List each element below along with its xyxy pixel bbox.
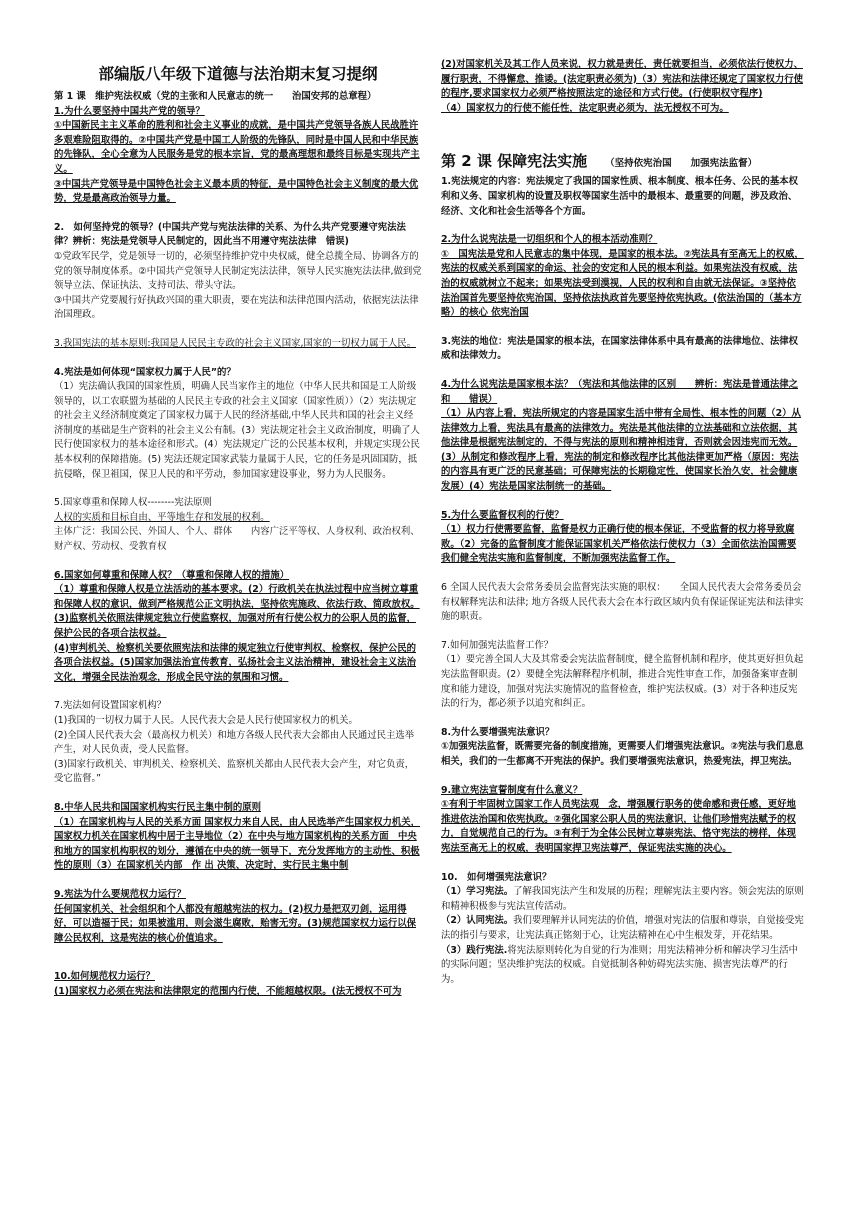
q10-heading: 10.如何规范权力运行？ [54,971,155,983]
q7-heading: 7.宪法如何设置国家机构？ [54,700,167,712]
q5-answer-1: 人权的实质和目标自由、平等地生存和发展的权利。 [54,511,270,523]
r5-answer: （1）权力行使需要监督，监督是权力正确行使的根本保证，不受监督的权力将导致腐败。（2）完备的监督制度才能保证国家机关严格依法行使权力（3）全面依法治国需要我们健全宪法实施和监督制度，不断加强宪法监督工作。 [441,524,797,565]
section-r1 [441,175,805,219]
r1-content: 1.宪法规定的内容：宪法规定了我国的国家性质、根本制度、根本任务、公民的基本权利和义务、国家机构的设置及职权等国家生活中的最根本、最重要的问题，涉及政治、经济、文化和社会生活等各个方面。 [441,176,798,217]
r4-answer: （1）从内容上看，宪法所规定的内容是国家生活中带有全局性、根本性的问题（2）从法律效力上看，宪法具有最高的法律效力。宪法是其他法律的立法基础和立法依据，其他法律是根据宪法制定的，不得与宪法的原则和精神相违背，否则就会因违宪而无效。(3）从制定和修改程序上看，宪法的制定和修改程序比其他法律更加严格（原因：宪法的内容具有更广泛的民意基础；可保障宪法的长期稳定性，使国家长治久安，社会健康发展）(4）宪法是国家法制统一的基础。 [441,408,801,493]
q5-answer-2: 主体广泛：我国公民、外国人、个人、群体 内容广泛平等权、人身权利、政治权利、财产权、劳动权、受教育权 [54,526,420,553]
q6-heading: 6.国家如何尊重和保障人权？（尊重和保障人权的措施） [54,569,290,581]
q8-heading: 8.中华人民共和国国家机构实行民主集中制的原则 [54,801,261,813]
q1-answer-2: ③中国共产党领导是中国特色社会主义最本质的特征，是中国特色社会主义制度的最大优势，党是最高政治领导力量。 [54,178,419,205]
r8-answer: ①加强宪法监督，既需要完备的制度措施，更需要人们增强宪法意识。②宪法与我们息息相关，我们的一生都离不开宪法的保护。我们要增强宪法意识，热爱宪法，捍卫宪法。 [441,741,804,767]
r10-lead-1: （1）学习宪法。 [441,886,514,898]
r4-heading: 4.为什么说宪法是国家根本法？（宪法和其他法律的区别 辨析：宪法是普通法律之和 错误） [441,378,798,405]
r10-text-2: 我们要理解并认同宪法的价值，增强对宪法的信服和尊崇，自觉接受宪法的指引与要求，让宪法真正铭刻于心，让宪法精神在心中生根发芽，开花结果。 [441,915,804,941]
q9-answer: 任何国家机关、社会组织和个人都没有超越宪法的权力。(2)权力是把双刃剑，运用得好，可以造福于民；如果被滥用，则会滋生腐败，贻害无穷。(3)规范国家权力运行以保障公民权利，这是宪法的核心价值追求。 [54,903,416,944]
lesson1-heading: 第 1 课 维护宪法权威（党的主张和人民意志的统一 治国安邦的总章程） [54,91,377,102]
q7-answer-1: (1)我国的一切权力属于人民。人民代表大会是人民行使国家权力的机关。 [54,714,358,726]
q6-answer-1: （1）尊重和保障人权是立法活动的基本要求。(2）行政机关在执法过程中应当树立尊重和保障人权的意识，做到严格规范公正文明执法，坚持依宪施政、依法行政、简政放权。(3)监察机关依照法律规定独立行使监察权，加强对所有行使公权力的公职人员的监督，保护公民的各项合法权益。 [54,584,420,639]
q2-answer-2: ③中国共产党要履行好执政兴国的重大职责，要在宪法和法律范围内活动，依据宪法法律治国理政。 [54,294,419,321]
r10-heading: 10. 如何增强宪法意识？ [441,871,552,883]
q10-answer: (1)国家权力必须在宪法和法律限定的范围内行使，不能超越权限。(法无授权不可为 [54,985,402,997]
section-r5 [441,509,805,567]
q2-heading: 2. 如何坚持党的领导？(中国共产党与宪法法律的关系、为什么共产党要遵守宪法法律？辨析：宪法是党领导人民制定的，因此当不用遵守宪法法律 错误) [54,221,406,248]
r7-heading: 7.如何加强宪法监督工作？ [441,639,554,651]
r1-text [441,175,805,219]
section-r6 [441,581,805,625]
r2-answer: ① 国宪法是党和人民意志的集中体现，是国家的根本法。②宪法具有至高无上的权威，宪法的权威关系到国家的命运、社会的安定和人民的根本利益。如果宪法没有权威，法治的权威就树立不起来；如果宪法受到漠视，人民的权利和自由就无法保证。③坚持依法治国首先要坚持依宪治国，坚持依法执政首先要坚持依宪执政。(依法治国的（基本方略）的核心 依宪治国 [441,248,804,319]
right-column [441,58,805,987]
q8-answer: （1）在国家机构与人民的关系方面 国家权力来自人民，由人民选举产生国家权力机关，国家权力机关在国家机构中居于主导地位（2）在中央与地方国家机构的关系方面 中央和地方的国家机构职权的划分，遵循在中央的统一领导下，充分发挥地方的主动性、积极性的原则（3）在国家机关内部 作 出 决策、决定时，实行民主集中制 [54,816,421,872]
section-lesson1 [54,90,422,207]
r3-text: 3.宪法的地位：宪法是国家的根本法，在国家法律体系中具有最高的法律地位、法律权威和法律效力。 [441,335,798,362]
lesson2-title: 第 2 课 保障宪法实施 [441,152,588,171]
section-r2 [441,233,805,321]
section-q6 [54,569,422,686]
lesson2-heading [441,150,805,175]
section-q8 [54,801,422,874]
q7-answer-3: (3)国家行政机关、审判机关、检察机关、监察机关都由人民代表大会产生，对它负责，受它监督。” [54,758,415,785]
r9-answer: ①有利于牢固树立国家工作人员宪法观 念，增强履行职务的使命感和责任感，更好地推进依法治国和依宪执政。②强化国家公职人员的宪法意识，让他们珍惜宪法赋予的权力，自觉规范自己的行为。③有利于为全体公民树立尊崇宪法、恪守宪法的榜样，体现宪法至高无上的权威，表明国家捍卫宪法尊严，保证宪法实施的决心。 [441,799,796,854]
r10-item-3 [441,944,805,988]
q3-text: 3.我国宪法的基本原则:我国是人民民主专政的社会主义国家,国家的一切权力属于人民。 [54,337,416,349]
r10-lead-2: （2）认同宪法。 [441,915,514,927]
r10-item-1 [441,885,805,914]
section-continued [441,58,805,116]
r7-answer: （1）要完善全国人大及其常委会宪法监督制度，健全监督机制和程序，使其更好担负起宪法监督职责。(2）要健全宪法解释程序机制，推进合宪性审查工作，加强备案审查制度和能力建设，加强对宪法实施情况的监督检查，维护宪法权威。(3）对于各种违反宪法的行为，都必须予以追究和纠正。 [441,654,804,710]
q4-heading: 4.宪法是如何体现“国家权力属于人民”的？ [54,366,236,378]
section-q2 [54,221,422,323]
page-title: 部编版八年级下道德与法治期末复习提纲 [98,65,378,83]
section-q9 [54,888,422,946]
q1-heading: 1.为什么要坚持中国共产党的领导？ [54,105,205,117]
r10-text-1: 了解我国宪法产生和发展的历程；理解宪法主要内容。领会宪法的原则和精神积极参与宪法宣传活动。 [441,886,804,912]
continued-answer-2: （4）国家权力的行使不能任性，法定职责必须为，法无授权不可为。 [441,102,729,114]
r5-heading: 5.为什么要监督权利的行使？ [441,509,564,521]
section-q3 [54,337,422,352]
r10-text-3: 将宪法原则转化为自觉的行为准则；用宪法精神分析和解决学习生活中的实际问题；坚决维护宪法的权威。自觉抵制各种妨碍宪法实施、损害宪法尊严的行为。 [441,944,798,985]
q7-answer-2: (2)全国人民代表大会（最高权力机关）和地方各级人民代表大会都由人民通过民主选举产生，对人民负责，受人民监督。 [54,729,415,756]
continued-answer-1: (2)对国家机关及其工作人员来说，权力就是责任，责任就要担当，必须依法行使权力、履行职责，不得懈怠、推诿。(法定职责必须为)（3）宪法和法律还规定了国家权力行使的程序,要求国家权力必须严格按照法定的途径和方式行使。(行使职权守程序) [441,59,803,100]
section-q10 [54,970,422,999]
section-r3 [441,335,805,364]
r9-heading: 9.建立宪法宣誓制度有什么意义？ [441,784,583,796]
section-r4 [441,378,805,495]
section-r8 [441,726,805,770]
lesson2-subtitle: （坚持依宪治国 加强宪法监督） [605,158,758,170]
section-r7 [441,639,805,712]
section-q7 [54,699,422,787]
q4-answer: （1）宪法确认我国的国家性质，明确人民当家作主的地位（中华人民共和国是工人阶级领导的，以工农联盟为基础的人民民主专政的社会主义国家（国家性质））（2）宪法规定的社会主义经济制度奠定了国家权力属于人民的经济基础,中华人民共和国的社会主义经济制度的基础是生产资料的社会主义公有制。(3）宪法规定社会主义政治制度，明确了人民行使国家权力的基本途径和形式。(4）宪法规定广泛的公民基本权利，并规定实现公民基本权利的保障措施。(5) 宪法还规定国家武装力量属于人民，它的任务是巩固国防，抵抗侵略，保卫祖国，保卫人民的和平劳动，参加国家建设事业，努力为人民服务。 [54,381,420,480]
left-column [54,64,422,999]
section-q4 [54,366,422,483]
q9-heading: 9.宪法为什么要规范权力运行？ [54,888,186,900]
q6-answer-2: (4)审判机关、检察机关要依照宪法和法律的规定独立行使审判权、检察权，保护公民的各项合法权益。(5)国家加强法治宣传教育，弘扬社会主义法治精神，建设社会主义法治文化，增强全民法治观念，形成全民守法的氛围和习惯。 [54,642,416,683]
r8-heading: 8.为什么要增强宪法意识？ [441,726,555,738]
r6-text: 6 全国人民代表大会常务委员会监督宪法实施的职权： 全国人民代表大会常务委员会有权解释宪法和法律; 地方各级人民代表大会在本行政区域内负有保证保证宪法和法律实施的职责。 [441,582,804,623]
section-q5 [54,496,422,554]
q1-answer-1: ①中国新民主主义革命的胜利和社会主义事业的成就，是中国共产党领导各族人民战胜许多艰难险阻取得的。②中国共产党是中国工人阶级的先锋队，同时是中国人民和中华民族的先锋队，全心全意为人民服务是党的根本宗旨，党的最高理想和最终目标是实现共产主义。 [54,120,420,175]
section-r9 [441,784,805,857]
section-r10 [441,871,805,988]
r2-heading: 2.为什么说宪法是一切组织和个人的根本活动准则？ [441,234,658,246]
r10-item-2 [441,914,805,943]
q2-answer-1: ①党政军民学，党是领导一切的，必须坚持维护党中央权威，健全总揽全局、协调各方的党的领导制度体系。②中国共产党领导人民制定宪法法律，领导人民实施宪法法律,做到党领导立法、保证执法、支持司法、带头守法。 [54,250,422,292]
q5-heading: 5.国家尊重和保障人权--------宪法原则 [54,497,212,509]
r10-lead-3: （3）践行宪法. [441,944,508,956]
